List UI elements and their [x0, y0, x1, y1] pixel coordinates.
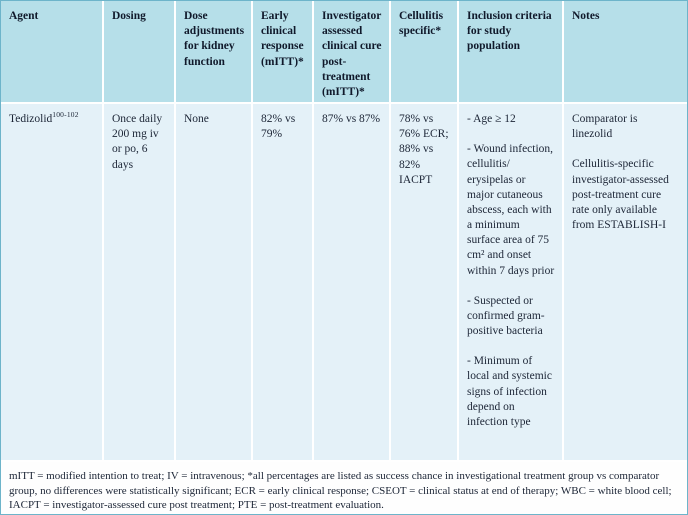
inclusion-item-age: - Age ≥ 12 — [467, 113, 516, 125]
agent-reference-superscript: 100-102 — [52, 110, 79, 120]
header-cell-dosing: Dosing — [104, 1, 176, 102]
cell-notes — [564, 104, 687, 460]
cell-investigator-cure: 87% vs 87% — [314, 104, 391, 460]
header-cell-inclusion-criteria: Inclusion criteria for study population — [459, 1, 564, 102]
header-cell-early-response: Early clinical response (mITT)* — [253, 1, 314, 102]
note-establish: Cellulitis-specific investigator-assessed post-treatment cure rate only available from ESTABLISH-I — [572, 158, 669, 232]
inclusion-item-gram-positive: - Suspected or confirmed gram-positive bacteria — [467, 294, 545, 338]
cell-early-response: 82% vs 79% — [253, 104, 314, 460]
header-cell-kidney-adjustments: Dose adjustments for kidney function — [176, 1, 253, 102]
inclusion-item-wound-infection: - Wound infection, cellulitis/ erysipelas or major cutaneous abscess, each with a minimum surface area of 75 cm² and onset within 7 days prior — [467, 143, 555, 277]
agent-name: Tedizolid — [9, 113, 53, 125]
header-cell-investigator-cure: Investigator assessed clinical cure post-treatment (mITT)* — [314, 1, 391, 102]
table-footnote: mITT = modified intention to treat; IV = intravenous; *all percentages are listed as success chance in investigational treatment group vs comparator group, no differences were statistically significant; ECR = early clinical response; CSEOT = clinical status at end of therapy; WBC = white blood cell; IACPT = investigator-assessed cure post treatment; PTE = post-treatment evaluation. — [1, 462, 687, 515]
cell-inclusion-criteria — [459, 104, 564, 460]
table-header-row — [1, 1, 687, 104]
header-cell-notes: Notes — [564, 1, 687, 102]
table-row-tedizolid — [1, 104, 687, 462]
cell-agent — [1, 104, 104, 460]
cell-kidney-adjustment: None — [176, 104, 253, 460]
header-cell-cellulitis-specific: Cellulitis specific* — [391, 1, 459, 102]
cell-dosing: Once daily 200 mg iv or po, 6 days — [104, 104, 176, 460]
header-cell-agent: Agent — [1, 1, 104, 102]
inclusion-item-signs-of-infection: - Minimum of local and systemic signs of infection depend on infection type — [467, 355, 552, 428]
note-comparator: Comparator is linezolid — [572, 113, 638, 141]
cell-cellulitis-specific: 78% vs 76% ECR; 88% vs 82% IACPT — [391, 104, 459, 460]
